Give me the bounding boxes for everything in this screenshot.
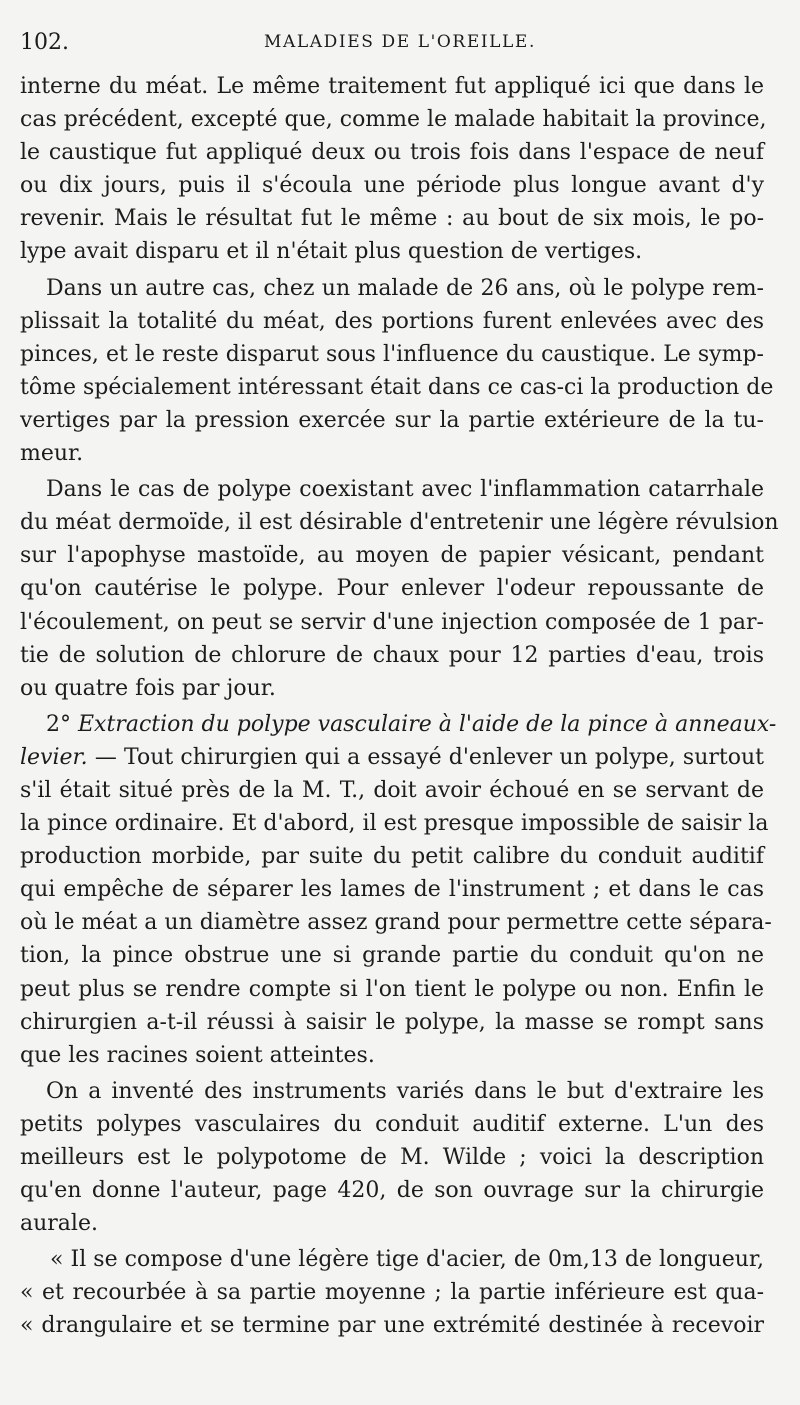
page-number: 102. xyxy=(20,30,69,55)
text-line: chirurgien a-t-il réussi à saisir le polype, la masse se rompt sans xyxy=(20,1009,764,1035)
text-line: petits polypes vasculaires du conduit auditif externe. L'un des xyxy=(20,1111,764,1137)
text-line: Dans un autre cas, chez un malade de 26 ans, où le polype rem- xyxy=(46,275,764,301)
text-line: sur l'apophyse mastoïde, au moyen de papier vésicant, pendant xyxy=(20,543,764,569)
text-line: tôme spécialement intéressant était dans ce cas-ci la production de xyxy=(20,374,774,400)
text-line: ou dix jours, puis il s'écoula une période plus longue avant d'y xyxy=(20,173,764,199)
text-line: cas précédent, excepté que, comme le malade habitait la province, xyxy=(20,107,767,133)
text-line: du méat dermoïde, il est désirable d'entretenir une légère révulsion xyxy=(20,510,779,536)
paragraph-1 xyxy=(20,70,767,269)
text-line: qu'en donne l'auteur, page 420, de son ouvrage sur la chirurgie xyxy=(20,1178,764,1204)
paragraph-3 xyxy=(20,473,779,705)
text-line: revenir. Mais le résultat fut le même : au bout de six mois, le po- xyxy=(20,206,764,232)
text-line: aurale. xyxy=(20,1211,98,1237)
section-number: 2° xyxy=(46,711,71,737)
section-heading-line xyxy=(20,708,777,741)
section-title-end: levier. xyxy=(20,744,88,770)
paragraph-2 xyxy=(20,272,774,471)
text-line: production morbide, par suite du petit calibre du conduit auditif xyxy=(20,844,764,870)
text-line: Dans le cas de polype coexistant avec l'inflammation catarrhale xyxy=(46,477,764,503)
section-title: Extraction du polype vasculaire à l'aide de la pince à anneaux- xyxy=(78,711,777,737)
text-line xyxy=(20,741,764,774)
body-text xyxy=(20,70,779,1343)
text-line: vertiges par la pression exercée sur la partie extérieure de la tu- xyxy=(20,407,764,433)
paragraph-5 xyxy=(20,1075,764,1240)
paragraph-6-quotation xyxy=(20,1243,764,1342)
text-line: ou quatre fois par jour. xyxy=(20,675,276,701)
text-line: que les racines soient atteintes. xyxy=(20,1042,375,1068)
text-line: meur. xyxy=(20,441,84,467)
text-line: « Il se compose d'une légère tige d'acier, de 0m,13 de longueur, xyxy=(50,1247,764,1273)
running-title: MALADIES DE L'OREILLE. xyxy=(264,32,536,52)
text-line: « drangulaire et se termine par une extrémité destinée à recevoir xyxy=(20,1313,764,1339)
section-text: — Tout chirurgien qui a essayé d'enlever un polype, surtout xyxy=(87,744,764,770)
text-line: lype avait disparu et il n'était plus question de vertiges. xyxy=(20,239,643,265)
text-line: pinces, et le reste disparut sous l'influence du caustique. Le symp- xyxy=(20,341,764,367)
text-line: le caustique fut appliqué deux ou trois fois dans l'espace de neuf xyxy=(20,140,764,166)
paragraph-4 xyxy=(20,708,777,1072)
text-line: qu'on cautérise le polype. Pour enlever l'odeur repoussante de xyxy=(20,576,764,602)
text-line: s'il était situé près de la M. T., doit avoir échoué en se servant de xyxy=(20,777,764,803)
text-line: l'écoulement, on peut se servir d'une injection composée de 1 par- xyxy=(20,609,764,635)
running-head xyxy=(20,30,780,60)
text-line: meilleurs est le polypotome de M. Wilde ; voici la description xyxy=(20,1145,764,1170)
text-line: tion, la pince obstrue une si grande partie du conduit qu'on ne xyxy=(20,943,764,969)
text-line: où le méat a un diamètre assez grand pour permettre cette sépara- xyxy=(20,910,772,936)
text-line: la pince ordinaire. Et d'abord, il est presque impossible de saisir la xyxy=(20,811,769,837)
text-line: peut plus se rendre compte si l'on tient le polype ou non. Enfin le xyxy=(20,976,764,1002)
text-line: On a inventé des instruments variés dans le but d'extraire les xyxy=(46,1078,764,1104)
text-line: interne du méat. Le même traitement fut appliqué ici que dans le xyxy=(20,74,764,99)
text-line: tie de solution de chlorure de chaux pour 12 parties d'eau, trois xyxy=(20,642,764,668)
text-line: « et recourbée à sa partie moyenne ; la partie inférieure est qua- xyxy=(20,1280,764,1306)
text-line: plissait la totalité du méat, des portions furent enlevées avec des xyxy=(20,308,764,334)
text-line: qui empêche de séparer les lames de l'instrument ; et dans le cas xyxy=(20,877,764,903)
